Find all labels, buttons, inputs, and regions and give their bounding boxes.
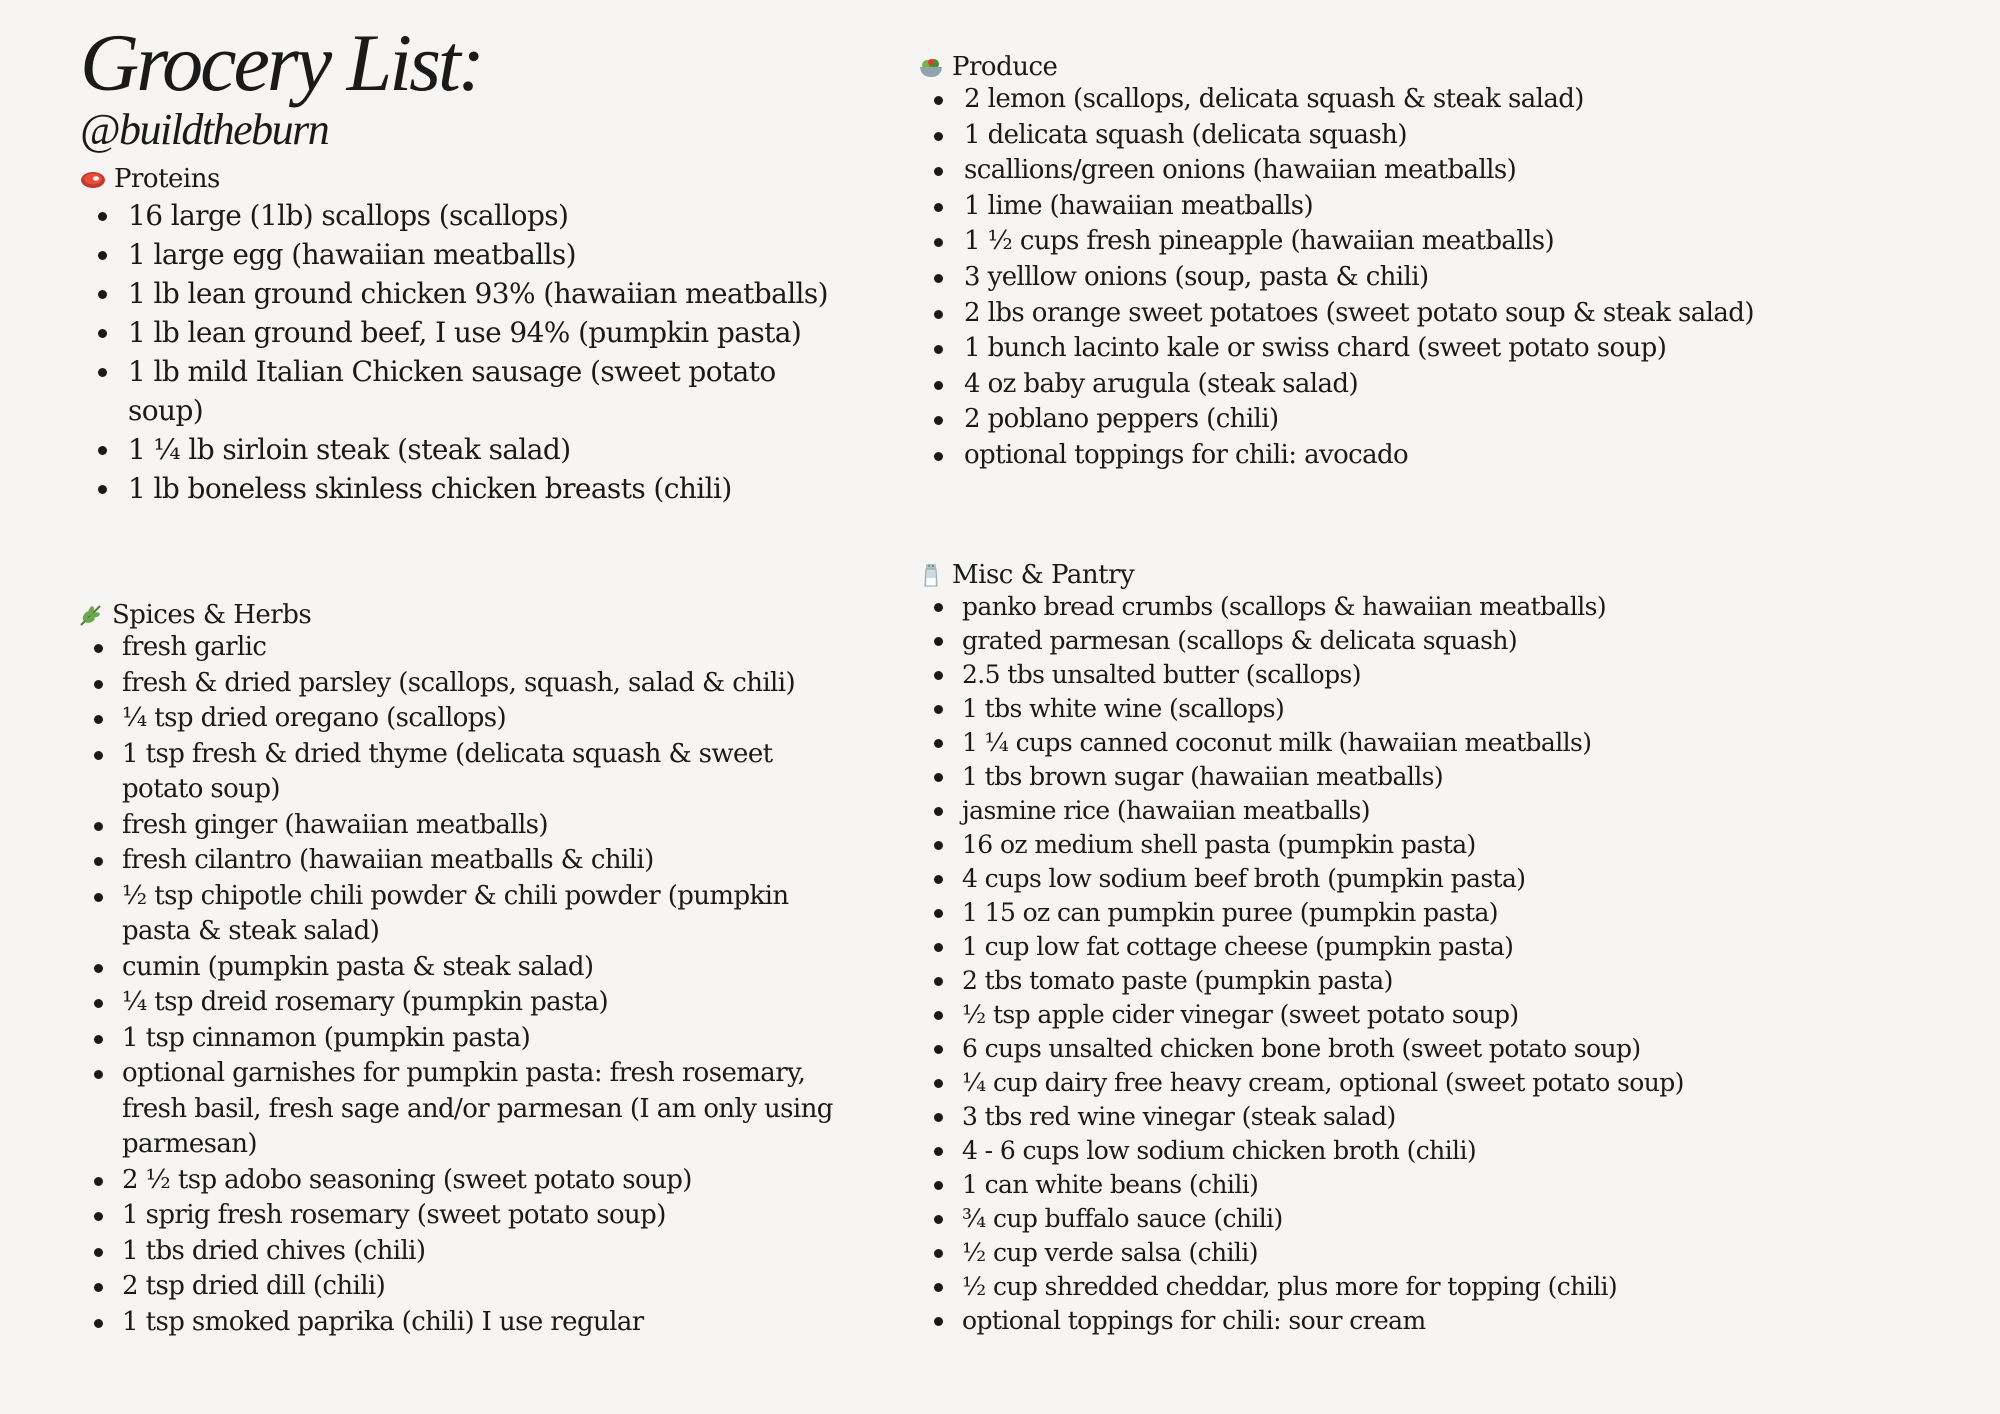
list-item: ½ cup shredded cheddar, plus more for topping (chili) [918, 1270, 1958, 1304]
list-item: ¼ tsp dreid rosemary (pumpkin pasta) [78, 985, 838, 1021]
list-item: 2 poblano peppers (chili) [918, 402, 1958, 438]
list-item: 2 ½ tsp adobo seasoning (sweet potato soup) [78, 1163, 838, 1199]
list-item: fresh ginger (hawaiian meatballs) [78, 808, 838, 844]
spices-list [78, 630, 838, 1340]
list-item: 1 tsp cinnamon (pumpkin pasta) [78, 1021, 838, 1057]
section-title-produce [918, 52, 1958, 82]
list-item: 1 bunch lacinto kale or swiss chard (sweet potato soup) [918, 331, 1958, 367]
list-item: panko bread crumbs (scallops & hawaiian meatballs) [918, 590, 1958, 624]
list-item: ¾ cup buffalo sauce (chili) [918, 1202, 1958, 1236]
page-title: Grocery List: [80, 17, 483, 108]
section-misc-pantry [918, 560, 1958, 1338]
section-produce [918, 52, 1958, 474]
list-item: 4 cups low sodium beef broth (pumpkin pasta) [918, 862, 1958, 896]
list-item: ½ cup verde salsa (chili) [918, 1236, 1958, 1270]
list-item: 1 lb lean ground chicken 93% (hawaiian meatballs) [80, 274, 840, 313]
list-item: 16 oz medium shell pasta (pumpkin pasta) [918, 828, 1958, 862]
list-item: 1 tbs white wine (scallops) [918, 692, 1958, 726]
list-item: 6 cups unsalted chicken bone broth (sweet potato soup) [918, 1032, 1958, 1066]
list-item: 2 lemon (scallops, delicata squash & steak salad) [918, 82, 1958, 118]
list-item: ¼ cup dairy free heavy cream, optional (sweet potato soup) [918, 1066, 1958, 1100]
list-item: 1 lb lean ground beef, I use 94% (pumpkin pasta) [80, 313, 840, 352]
list-item: optional toppings for chili: sour cream [918, 1304, 1958, 1338]
list-item: fresh garlic [78, 630, 838, 666]
steak-icon [80, 166, 106, 192]
list-item: optional garnishes for pumpkin pasta: fresh rosemary, fresh basil, fresh sage and/or parmesan (I am only using parmesan) [78, 1056, 838, 1163]
list-item: 1 cup low fat cottage cheese (pumpkin pasta) [918, 930, 1958, 964]
list-item: 2.5 tbs unsalted butter (scallops) [918, 658, 1958, 692]
list-item: 16 large (1lb) scallops (scallops) [80, 196, 840, 235]
list-item: fresh & dried parsley (scallops, squash, salad & chili) [78, 666, 838, 702]
list-item: 1 tsp smoked paprika (chili) I use regular [78, 1305, 838, 1341]
section-spices-herbs [78, 600, 838, 1340]
list-item: 4 oz baby arugula (steak salad) [918, 367, 1958, 403]
author-handle: @buildtheburn [80, 105, 329, 154]
list-item: 1 ½ cups fresh pineapple (hawaiian meatballs) [918, 224, 1958, 260]
list-item: 1 large egg (hawaiian meatballs) [80, 235, 840, 274]
section-label: Misc & Pantry [952, 560, 1135, 590]
list-item: grated parmesan (scallops & delicata squash) [918, 624, 1958, 658]
list-item: ½ tsp apple cider vinegar (sweet potato soup) [918, 998, 1958, 1032]
list-item: ¼ tsp dried oregano (scallops) [78, 701, 838, 737]
list-item: 1 tbs brown sugar (hawaiian meatballs) [918, 760, 1958, 794]
list-item: 1 sprig fresh rosemary (sweet potato soup) [78, 1198, 838, 1234]
list-item: 1 ¼ cups canned coconut milk (hawaiian meatballs) [918, 726, 1958, 760]
list-item: jasmine rice (hawaiian meatballs) [918, 794, 1958, 828]
salt-shaker-icon [918, 562, 944, 588]
list-item: 1 ¼ lb sirloin steak (steak salad) [80, 430, 840, 469]
produce-list [918, 82, 1958, 474]
salad-bowl-icon [918, 54, 944, 80]
list-item: fresh cilantro (hawaiian meatballs & chili) [78, 843, 838, 879]
section-title-spices [78, 600, 838, 630]
list-item: 3 yelllow onions (soup, pasta & chili) [918, 260, 1958, 296]
section-label: Produce [952, 52, 1058, 82]
section-title-pantry [918, 560, 1958, 590]
herb-icon [78, 602, 104, 628]
list-item: 1 tbs dried chives (chili) [78, 1234, 838, 1270]
proteins-list [80, 196, 840, 508]
list-item: 4 - 6 cups low sodium chicken broth (chili) [918, 1134, 1958, 1168]
list-item: ½ tsp chipotle chili powder & chili powder (pumpkin pasta & steak salad) [78, 879, 838, 950]
list-item: 2 tbs tomato paste (pumpkin pasta) [918, 964, 1958, 998]
list-item: 1 lime (hawaiian meatballs) [918, 189, 1958, 225]
section-proteins [80, 164, 840, 508]
list-item: 1 lb boneless skinless chicken breasts (chili) [80, 469, 840, 508]
list-item: 3 tbs red wine vinegar (steak salad) [918, 1100, 1958, 1134]
list-item: optional toppings for chili: avocado [918, 438, 1958, 474]
list-item: 1 tsp fresh & dried thyme (delicata squash & sweet potato soup) [78, 737, 838, 808]
section-label: Spices & Herbs [112, 600, 312, 630]
list-item: 1 delicata squash (delicata squash) [918, 118, 1958, 154]
list-item: 1 lb mild Italian Chicken sausage (sweet potato soup) [80, 352, 840, 430]
list-item: cumin (pumpkin pasta & steak salad) [78, 950, 838, 986]
list-item: 1 can white beans (chili) [918, 1168, 1958, 1202]
section-title-proteins [80, 164, 840, 194]
list-item: scallions/green onions (hawaiian meatballs) [918, 153, 1958, 189]
list-item: 2 tsp dried dill (chili) [78, 1269, 838, 1305]
list-item: 1 15 oz can pumpkin puree (pumpkin pasta) [918, 896, 1958, 930]
list-item: 2 lbs orange sweet potatoes (sweet potato soup & steak salad) [918, 296, 1958, 332]
section-label: Proteins [114, 164, 220, 194]
pantry-list [918, 590, 1958, 1338]
